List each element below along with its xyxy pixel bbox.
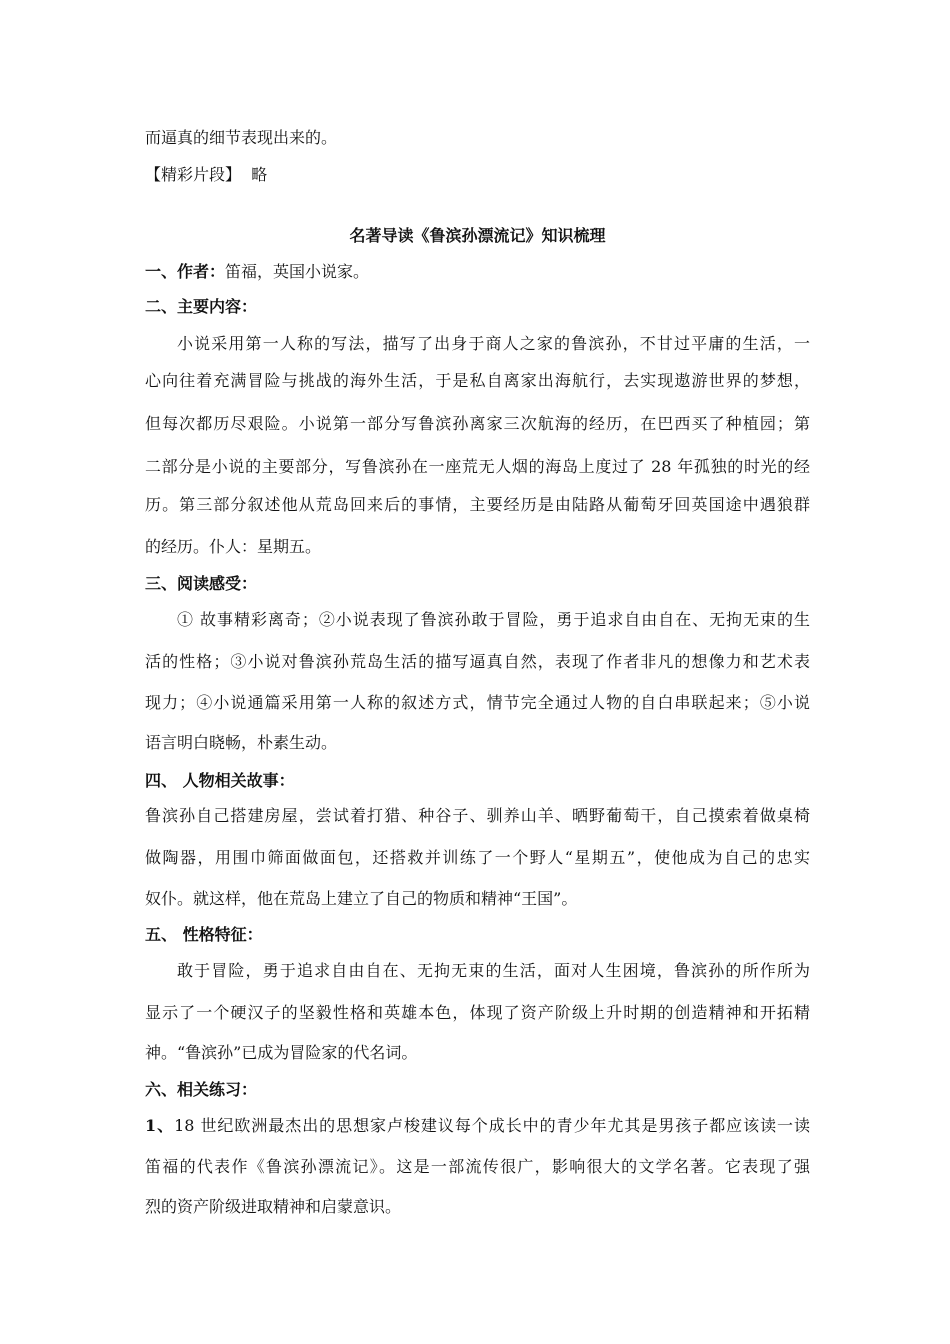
author-text: 笛福，英国小说家。 bbox=[225, 262, 370, 281]
section-heading: 二、主要内容： bbox=[145, 297, 258, 316]
highlight-label: 【精彩片段】 bbox=[145, 165, 242, 184]
highlight-row bbox=[145, 165, 810, 185]
paragraph-line: 做陶器，用围巾筛面做面包，还搭救并训练了一个野人“星期五”，使他成为自己的忠实 bbox=[145, 848, 810, 867]
section-heading: 四、 人物相关故事： bbox=[145, 771, 295, 790]
exercise-text: 18 世纪欧洲最杰出的思想家卢梭建议每个成长中的青少年尤其是男孩子都应该读一读 bbox=[174, 1116, 810, 1135]
exercise-line: 烈的资产阶级进取精神和启蒙意识。 bbox=[145, 1197, 402, 1216]
paragraph-line: 活的性格；③小说对鲁滨孙荒岛生活的描写逼真自然，表现了作者非凡的想像力和艺术表 bbox=[145, 652, 810, 671]
paragraph-line: 心向往着充满冒险与挑战的海外生活，于是私自离家出海航行，去实现遨游世界的梦想， bbox=[145, 371, 810, 390]
section-heading: 五、 性格特征： bbox=[145, 925, 263, 944]
paragraph-line: 显示了一个硬汉子的坚毅性格和英雄本色，体现了资产阶级上升时期的创造精神和开拓精 bbox=[145, 1003, 810, 1022]
exercise-line: 笛福的代表作《鲁滨孙漂流记》。这是一部流传很广，影响很大的文学名著。它表现了强 bbox=[145, 1157, 810, 1176]
section-author bbox=[145, 262, 810, 282]
paragraph-line: 神。“鲁滨孙”已成为冒险家的代名词。 bbox=[145, 1043, 418, 1062]
paragraph-line: 鲁滨孙自己搭建房屋，尝试着打猎、种谷子、驯养山羊、晒野葡萄干，自己摸索着做桌椅 bbox=[145, 806, 810, 825]
section-heading: 三、阅读感受： bbox=[145, 574, 258, 593]
paragraph-line: 敢于冒险，勇于追求自由自在、无拘无束的生活，面对人生困境，鲁滨孙的所作所为 bbox=[177, 961, 810, 980]
paragraph-line: 小说采用第一人称的写法，描写了出身于商人之家的鲁滨孙，不甘过平庸的生活，一 bbox=[177, 334, 810, 353]
paragraph-line: 语言明白晓畅，朴素生动。 bbox=[145, 733, 338, 752]
highlight-text: 略 bbox=[251, 165, 268, 184]
paragraph-line: ① 故事精彩离奇；②小说表现了鲁滨孙敢于冒险，勇于追求自由自在、无拘无束的生 bbox=[177, 610, 810, 629]
paragraph-line: 历。第三部分叙述他从荒岛回来后的事情，主要经历是由陆路从葡萄牙回英国途中遇狼群 bbox=[145, 495, 810, 514]
section-heading: 六、相关练习： bbox=[145, 1080, 258, 1099]
paragraph-line: 的经历。仆人：星期五。 bbox=[145, 537, 322, 556]
paragraph-line: 但每次都历尽艰险。小说第一部分写鲁滨孙离家三次航海的经历，在巴西买了种植园；第 bbox=[145, 414, 810, 433]
paragraph-line: 现力；④小说通篇采用第一人称的叙述方式，情节完全通过人物的自白串联起来；⑤小说 bbox=[145, 693, 810, 712]
page-title: 名著导读《鲁滨孙漂流记》知识梳理 bbox=[349, 226, 606, 245]
exercise-line bbox=[145, 1116, 810, 1136]
paragraph-line: 二部分是小说的主要部分，写鲁滨孙在一座荒无人烟的海岛上度过了 28 年孤独的时光的经 bbox=[145, 457, 810, 476]
continued-line: 而逼真的细节表现出来的。 bbox=[145, 128, 338, 147]
section-heading: 一、作者： bbox=[145, 262, 226, 281]
paragraph-line: 奴仆。就这样，他在荒岛上建立了自己的物质和精神“王国”。 bbox=[145, 889, 578, 908]
exercise-number: 1、 bbox=[145, 1116, 175, 1135]
